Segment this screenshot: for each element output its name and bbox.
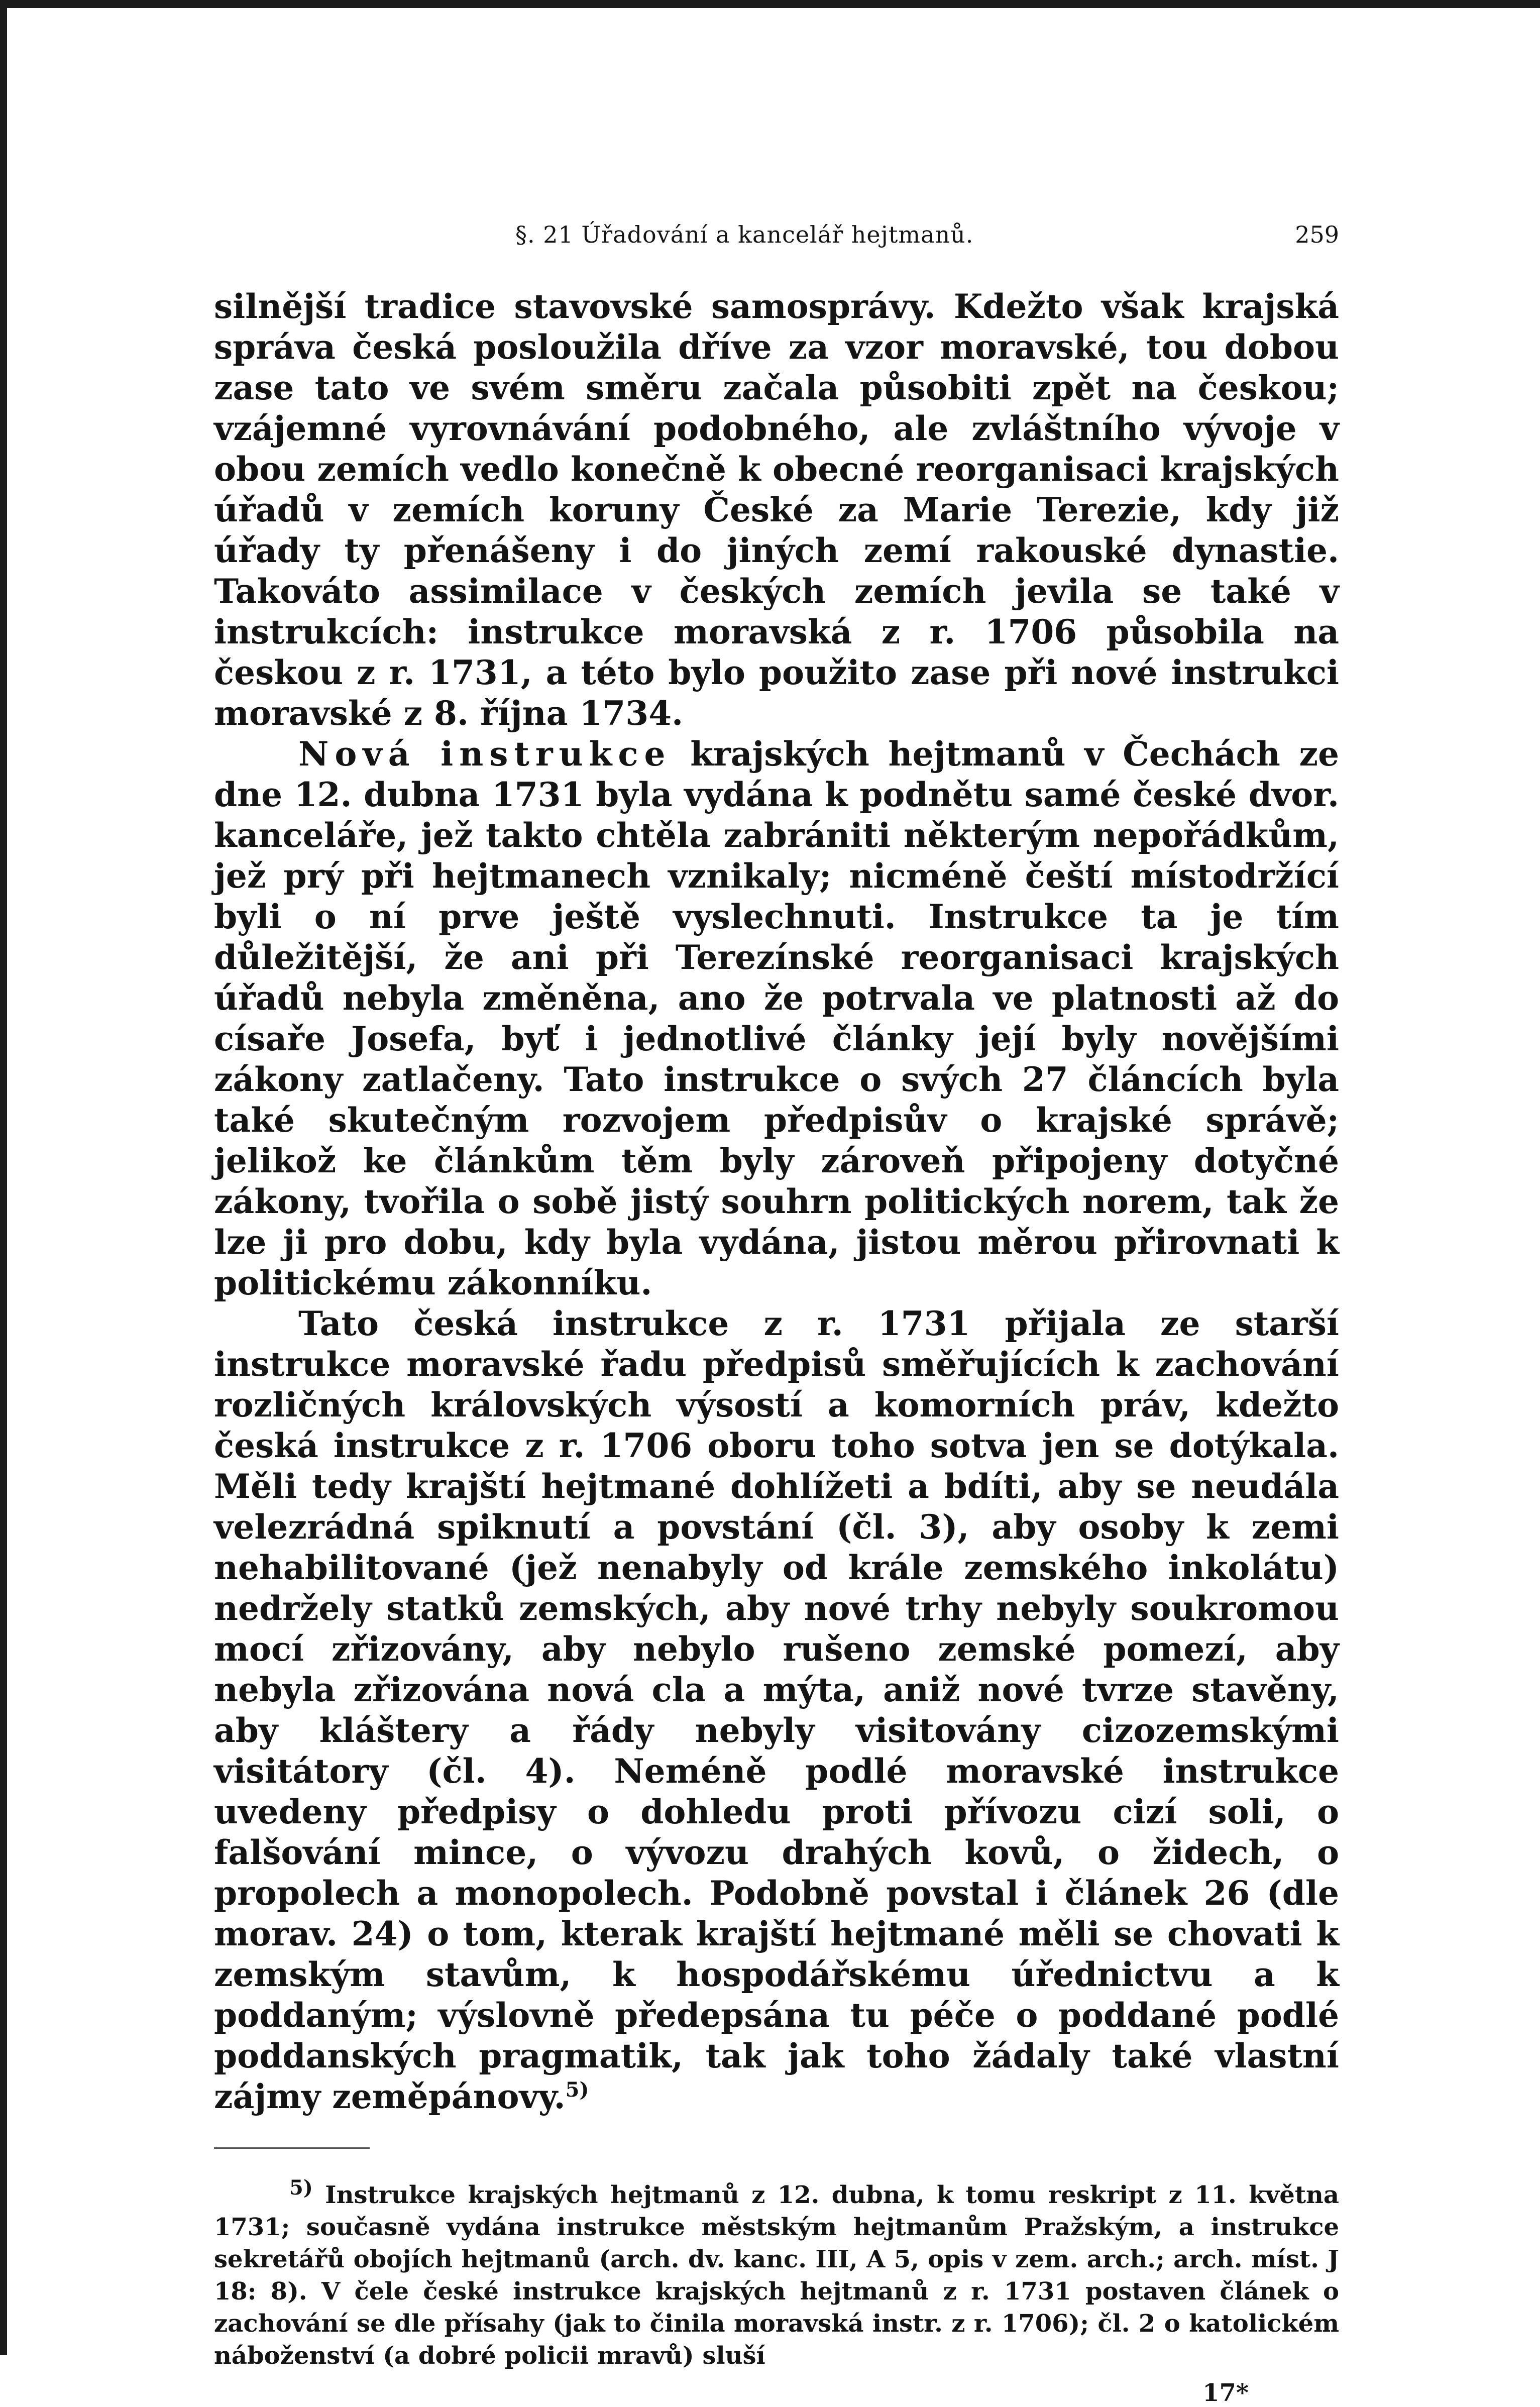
paragraph-2 bbox=[214, 734, 1339, 1303]
running-head-title: §. 21 Úřadování a kancelář hejtmanů. bbox=[515, 221, 974, 248]
scan-left-border bbox=[0, 0, 7, 2355]
scan-top-border bbox=[0, 0, 1540, 8]
paragraph-3-text: Tato česká instrukce z r. 1731 přijala ze starší instrukce moravské řadu předpisů směřujících k zachování rozličných královských výsostí a komorních práv, kdežto česká instrukce z r. 1706 oboru toho sotva jen se dotýkala. Měli tedy krajští hejtmané dohlížeti a bdíti, aby se neudála velezrádná spiknutí a povstání (čl. 3), aby osoby k zemi nehabilitované (jež nenabyly od krále zemského inkolátu) nedržely statků zemských, aby nové trhy nebyly soukromou mocí zřizovány, aby nebylo rušeno zemské pomezí, aby nebyla zřizována nová cla a mýta, aniž nové tvrze stavěny, aby kláštery a řády nebyly visitovány cizozemskými visitátory (čl. 4). Neméně podlé moravské instrukce uvedeny předpisy o dohledu proti přívozu cizí soli, o falšování mince, o vývozu drahých kovů, o židech, o propolech a monopolech. Podobně povstal i článek 26 (dle morav. 24) o tom, kterak krajští hejtmané měli se chovati k zemským stavům, k hospodářskému úřednictvu a k poddaným; výslovně předepsána tu péče o poddané podlé poddanských pragmatik, tak jak toho žádaly také vlastní zájmy zeměpánovy. bbox=[214, 1304, 1339, 2116]
footnote bbox=[214, 2176, 1339, 2372]
paragraph-3 bbox=[214, 1303, 1339, 2117]
footnote-marker: 5) bbox=[289, 2176, 313, 2200]
footnote-text: Instrukce krajských hejtmanů z 12. dubna, k tomu reskript z 11. května 1731; současně vydána instrukce městským hejtmanům Pražským, a instrukce sekretářů obojích hejtmanů (arch. dv. kanc. III, A 5, opis v zem. arch.; arch. míst. J 18: 8). V čele české instrukce krajských hejtmanů z r. 1731 postaven článek o zachování se dle přísahy (jak to činila moravská instr. z r. 1706); čl. 2 o katolickém náboženství (a dobré policii mravů) sluší bbox=[214, 2181, 1339, 2370]
footnote-divider bbox=[214, 2147, 370, 2149]
footnote-reference: 5) bbox=[565, 2078, 589, 2102]
book-page bbox=[214, 216, 1339, 2407]
spaced-heading: Nová instrukce bbox=[298, 734, 672, 774]
main-text bbox=[214, 286, 1339, 2117]
paragraph-2-text: krajských hejtmanů v Čechách ze dne 12. dubna 1731 byla vydána k podnětu samé české dvor. kanceláře, jež takto chtěla zabrániti některým nepořádkům, jež prý při hejtmanech vznikaly; nicméně čeští místodržící byli o ní prve ještě vyslechnuti. Instrukce ta je tím důležitější, že ani při Terezínské reorganisaci krajských úřadů nebyla změněna, ano že potrvala ve platnosti až do císaře Josefa, byť i jednotlivé články její byly novějšími zákony zatlačeny. Tato instrukce o svých 27 článcích byla také skutečným rozvojem předpisův o krajské správě; jelikož ke článkům těm byly zároveň připojeny dotyčné zákony, tvořila o sobě jistý souhrn politických norem, tak že lze ji pro dobu, kdy byla vydána, jistou měrou přirovnati k politickému zákonníku. bbox=[214, 734, 1340, 1302]
running-head bbox=[214, 216, 1339, 256]
paragraph-1: silnější tradice stavovské samosprávy. Kdežto však krajská správa česká posloužila dříve za vzor moravské, tou dobou zase tato ve svém směru začala působiti zpět na českou; vzájemné vyrovnávání podobného, ale zvláštního vývoje v obou zemích vedlo konečně k obecné reorganisaci krajských úřadů v zemích koruny České za Marie Terezie, kdy již úřady ty přenášeny i do jiných zemí rakouské dynastie. Takováto assimilace v českých zemích jevila se také v instrukcích: instrukce moravská z r. 1706 působila na českou z r. 1731, a této bylo použito zase při nové instrukci moravské z 8. října 1734. bbox=[214, 287, 1339, 733]
page-number: 259 bbox=[1295, 221, 1339, 248]
signature-mark: 17* bbox=[1202, 2379, 1249, 2407]
